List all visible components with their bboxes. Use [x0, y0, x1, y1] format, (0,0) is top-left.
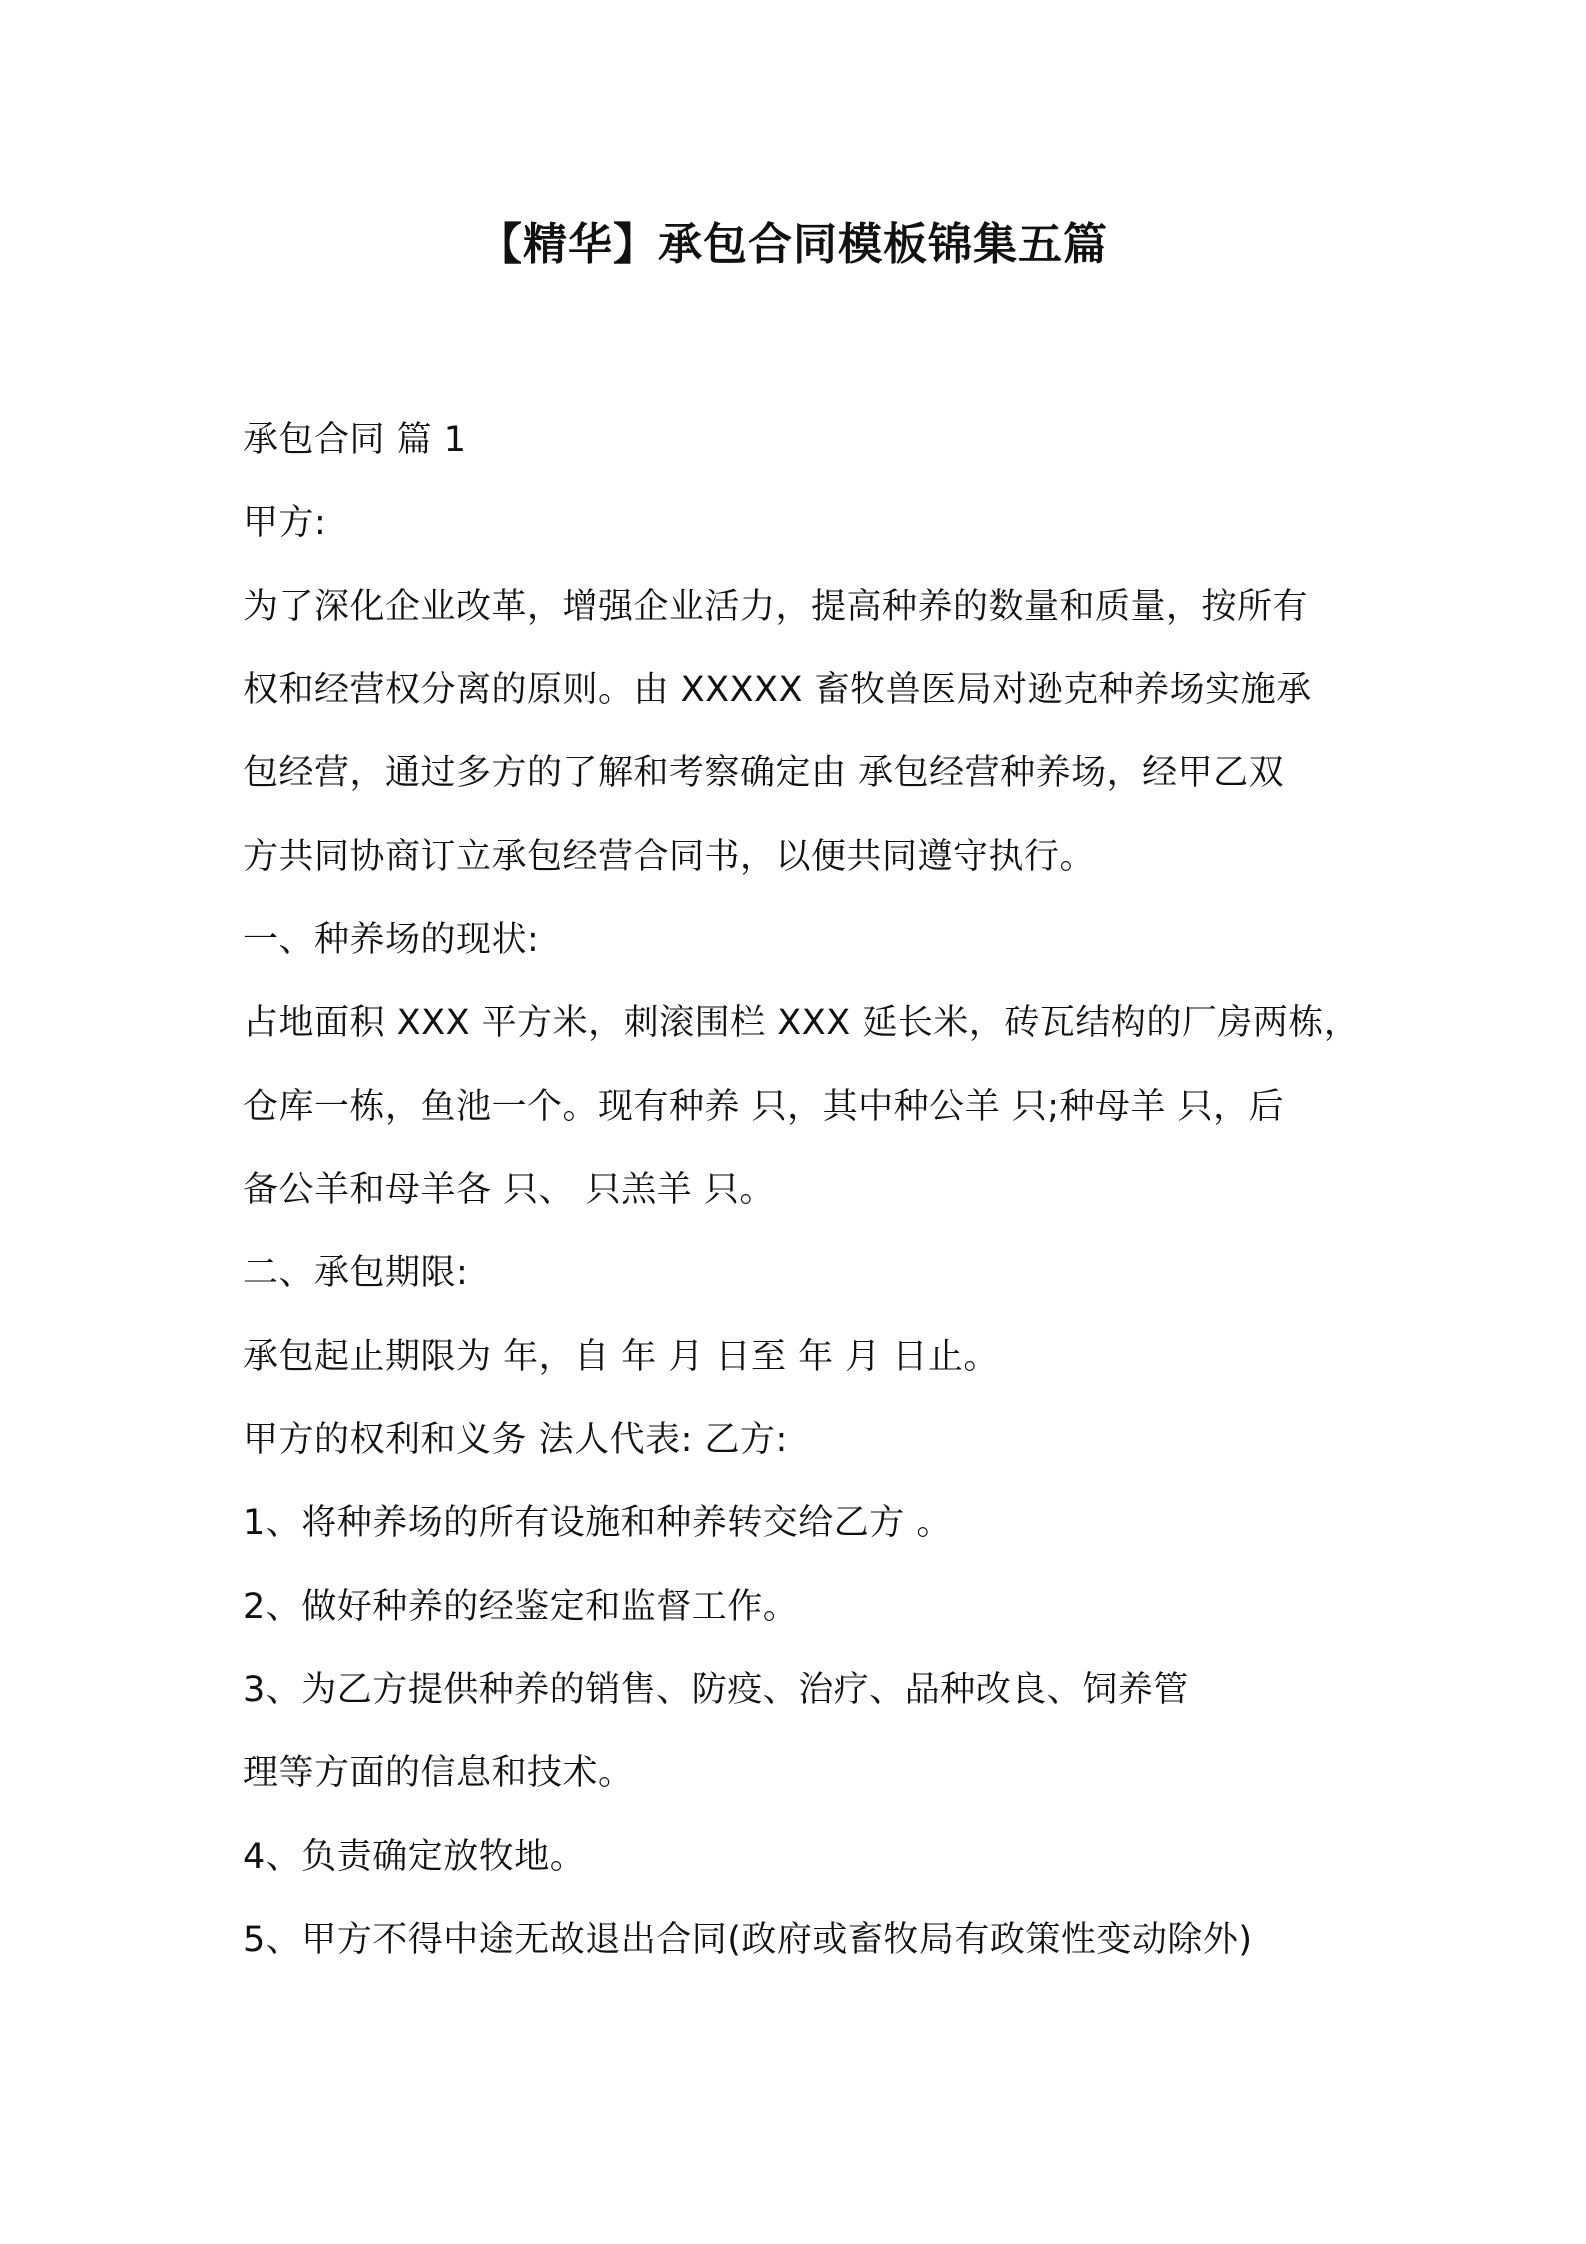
paragraph-line: 仓库一栋，鱼池一个。现有种养 只，其中种公羊 只;种母羊 只，后: [243, 1087, 1285, 1127]
paragraph-line: 为了深化企业改革，增强企业活力，提高种养的数量和质量，按所有: [243, 587, 1309, 627]
list-item: 5、甲方不得中途无故退出合同(政府或畜牧局有政策性变动除外): [243, 1920, 1253, 1960]
party-a-label: 甲方:: [243, 503, 327, 543]
paragraph-line: 权和经营权分离的原则。由 XXXXX 畜牧兽医局对逊克种养场实施承: [243, 670, 1312, 710]
clause-heading: 二、承包期限:: [243, 1253, 469, 1293]
paragraph-line: 承包起止期限为 年，自 年 月 日至 年 月 日止。: [243, 1337, 999, 1377]
list-item-continuation: 理等方面的信息和技术。: [243, 1753, 634, 1793]
paragraph-line: 包经营，通过多方的了解和考察确定由 承包经营种养场，经甲乙双: [243, 753, 1285, 793]
paragraph-line: 备公羊和母羊各 只、 只羔羊 只。: [243, 1170, 775, 1210]
section-heading: 承包合同 篇 1: [243, 420, 467, 460]
document-title: 【精华】承包合同模板锦集五篇: [478, 219, 1108, 270]
paragraph-line: 占地面积 XXX 平方米，刺滚围栏 XXX 延长米，砖瓦结构的厂房两栋，: [243, 1003, 1360, 1043]
list-item: 1、将种养场的所有设施和种养转交给乙方 。: [243, 1503, 952, 1543]
list-item: 2、做好种养的经鉴定和监督工作。: [243, 1587, 799, 1627]
list-item: 3、为乙方提供种养的销售、防疫、治疗、品种改良、饲养管: [243, 1670, 1189, 1710]
list-item: 4、负责确定放牧地。: [243, 1837, 586, 1877]
paragraph-line: 方共同协商订立承包经营合同书，以便共同遵守执行。: [243, 837, 1096, 877]
paragraph-line: 甲方的权利和义务 法人代表: 乙方:: [243, 1420, 788, 1460]
clause-heading: 一、种养场的现状:: [243, 920, 540, 960]
